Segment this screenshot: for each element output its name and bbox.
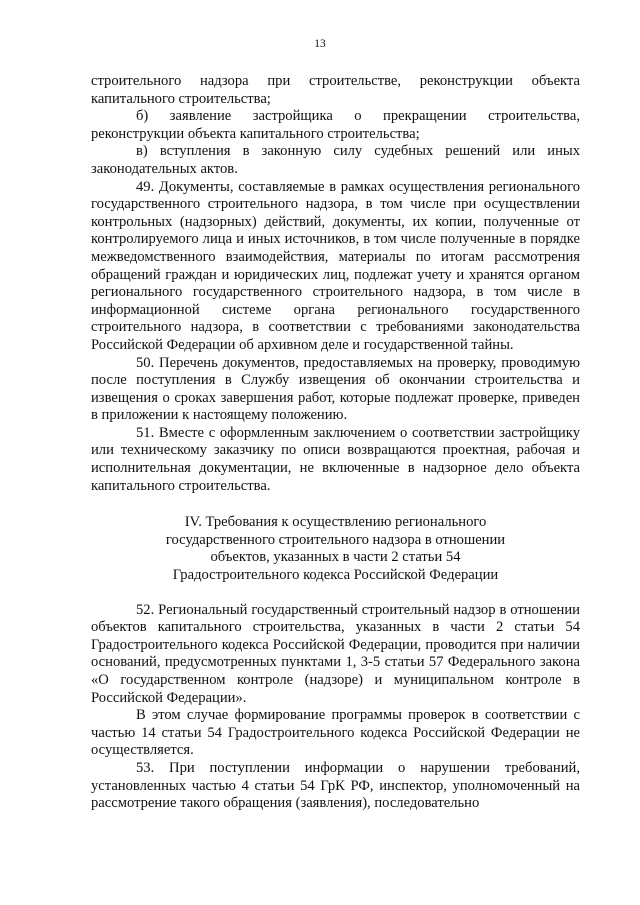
paragraph: строительного надзора при строительстве, реконструкции объекта капитального строительства; — [91, 73, 580, 107]
section-heading-line: объектов, указанных в части 2 статьи 54 — [210, 549, 461, 566]
paragraphs-before-heading — [91, 73, 580, 495]
paragraph: б) заявление застройщика о прекращении строительства, реконструкции объекта капитального строительства; — [91, 108, 580, 142]
section-heading-line: IV. Требования к осуществлению регионального — [184, 514, 487, 531]
section-heading-line: Градостроительного кодекса Российской Федерации — [172, 567, 499, 584]
section-heading-line: государственного строительного надзора в отношении — [165, 531, 506, 548]
paragraph: 50. Перечень документов, предоставляемых на проверку, проводимую после поступления в Службу извещения об окончании строительства и извещения о сроках завершения работ, которые подлежат проверке, приведен в приложении к настоящему положению. — [91, 354, 580, 424]
paragraph: 52. Региональный государственный строительный надзор в отношении объектов капитального строительства, указанных в части 2 статьи 54 Градостроительного кодекса Российской Федерации, проводится при наличии оснований, предусмотренных пунктами 1, 3-5 статьи 57 Федерального закона «О государственном контроле (надзоре) и муниципальном контроле в Российской Федерации». — [91, 601, 580, 706]
paragraph: 53. При поступлении информации о нарушении требований, установленных частью 4 статьи 54 ГрК РФ, инспектор, уполномоченный на рассмотрение такого обращения (заявления), последовательно — [91, 759, 580, 812]
paragraph: 51. Вместе с оформленным заключением о соответствии застройщику или техническому заказчику по описи возвращаются проектная, рабочая и исполнительная документации, не включенные в надзорное дело объекта капитального строительства. — [91, 424, 580, 494]
page-number: 13 — [314, 38, 326, 50]
document-body — [91, 73, 580, 813]
paragraph: в) вступления в законную силу судебных решений или иных законодательных актов. — [91, 143, 580, 177]
paragraphs-after-heading — [91, 602, 580, 813]
section-heading — [91, 514, 580, 584]
paragraph: 49. Документы, составляемые в рамках осуществления регионального государственного строительного надзора, в том числе при осуществлении контрольных (надзорных) действий, документы, их копии, полученные от контролируемого лица и иных источников, в том числе полученные в порядке межведомственного взаимодействия, материалы по итогам рассмотрения обращений граждан и юридических лиц, подлежат учету и хранятся органом регионального государственного строительного надзора, в том числе в информационной системе органа регионального государственного строительного надзора, в соответствии с требованиями законодательства Российской Федерации об архивном деле и государственной тайны. — [91, 178, 580, 353]
paragraph: В этом случае формирование программы проверок в соответствии с частью 14 статьи 54 Градостроительного кодекса Российской Федерации не осуществляется. — [91, 707, 580, 759]
